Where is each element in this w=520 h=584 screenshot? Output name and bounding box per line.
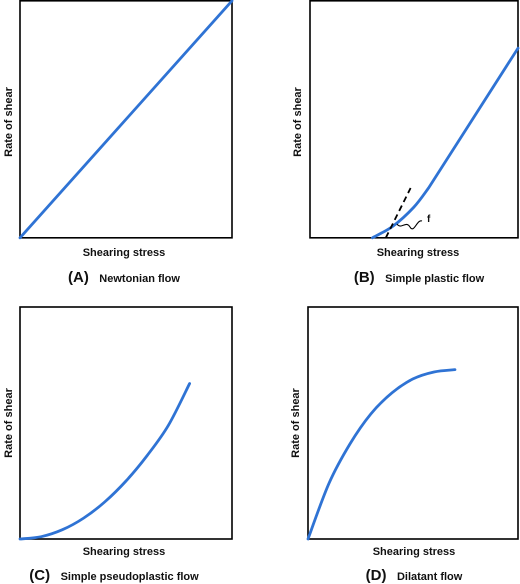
- panel-c-title: Simple pseudoplastic flow: [60, 571, 199, 583]
- panel-a-caption: [68, 269, 180, 286]
- panel-d: [290, 307, 518, 584]
- panel-b-frame: [310, 1, 518, 238]
- panel-b-caption: [354, 269, 485, 286]
- panel-d-curve-0: [308, 370, 455, 539]
- yield-leader-line: [397, 221, 422, 229]
- panel-a-title: Newtonian flow: [99, 273, 180, 285]
- panel-b-letter: (B): [353, 269, 375, 286]
- panel-a-letter: (A): [68, 269, 89, 286]
- panel-b: [292, 1, 518, 286]
- panel-c-curve-0: [20, 384, 190, 539]
- panel-d-x-axis-label: Shearing stress: [372, 546, 456, 558]
- panel-d-y-axis-label: Rate of shear: [290, 388, 302, 458]
- panel-b-series: [372, 48, 518, 238]
- panel-d-series: [308, 370, 455, 539]
- panel-c: [3, 307, 232, 584]
- panel-a-x-axis-label: Shearing stress: [82, 247, 166, 259]
- panel-b-title: Simple plastic flow: [385, 273, 485, 285]
- panel-b-y-axis-label: Rate of shear: [292, 87, 304, 157]
- panel-c-series: [20, 384, 190, 539]
- panel-a: [3, 1, 232, 286]
- panel-c-y-axis-label: Rate of shear: [3, 388, 15, 458]
- panel-b-curve-0: [372, 48, 518, 238]
- panel-b-x-axis-label: Shearing stress: [376, 247, 460, 259]
- panel-a-series: [20, 1, 232, 238]
- panel-d-caption: [366, 567, 463, 584]
- panel-d-letter: (D): [365, 567, 387, 584]
- panel-d-frame: [308, 307, 518, 539]
- panel-c-x-axis-label: Shearing stress: [82, 546, 166, 558]
- panel-c-letter: (C): [29, 567, 51, 584]
- panel-d-title: Dilatant flow: [396, 571, 463, 583]
- panel-c-caption: [29, 567, 199, 584]
- panel-c-frame: [20, 307, 232, 539]
- panel-a-y-axis-label: Rate of shear: [3, 87, 15, 157]
- yield-value-label: f: [427, 214, 431, 225]
- panel-a-curve-0: [20, 1, 232, 238]
